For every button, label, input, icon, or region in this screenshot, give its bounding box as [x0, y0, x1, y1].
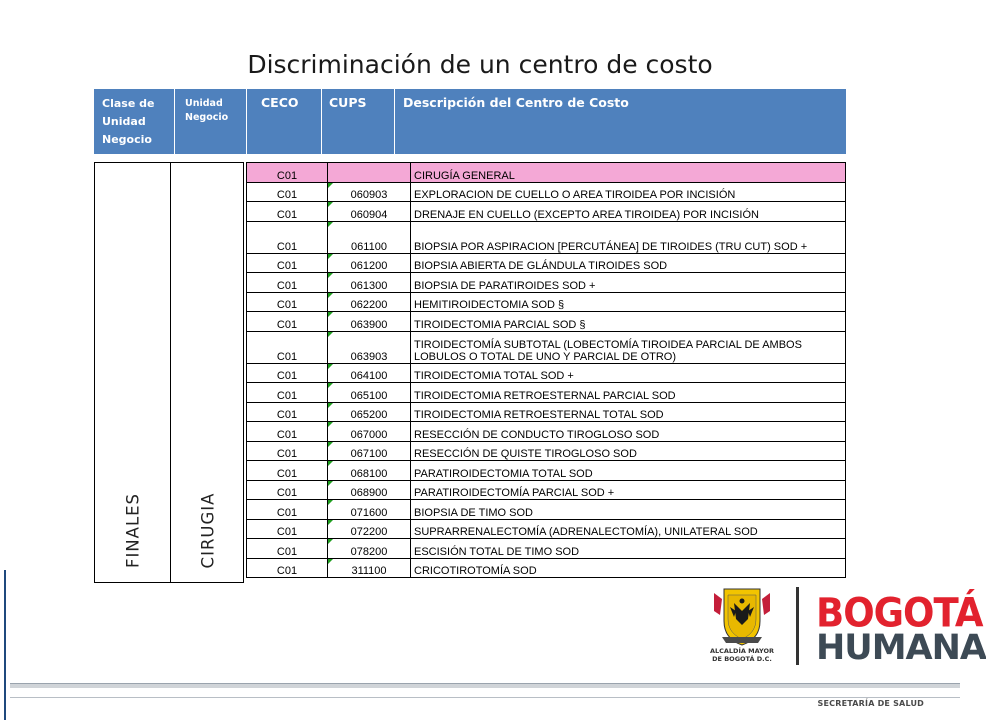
description-cell: EXPLORACION DE CUELLO O AREA TIROIDEA POR INCISIÓN: [411, 182, 846, 202]
cups-code: 063900: [350, 318, 388, 331]
table-row: [247, 500, 846, 520]
table-row: [247, 539, 846, 559]
table-row: [247, 182, 846, 202]
header-descripcion: Descripción del Centro de Costo: [403, 95, 629, 110]
table-row: [247, 519, 846, 539]
cell-comment-indicator-icon: [328, 312, 333, 317]
cups-code: 064100: [350, 370, 388, 382]
humana-wordmark: HUMANA: [816, 628, 986, 668]
header-unidad: Unidad Negocio: [175, 89, 247, 154]
description-cell: BIOPSIA DE TIMO SOD: [411, 500, 846, 520]
cups-cell: [328, 558, 411, 578]
description-cell: TIROIDECTOMIA TOTAL SOD +: [411, 363, 846, 383]
description-cell: SUPRARRENALECTOMÍA (ADRENALECTOMÍA), UNILATERAL SOD: [411, 519, 846, 539]
description-cell: PARATIROIDECTOMÍA PARCIAL SOD +: [411, 480, 846, 500]
description-cell: TIROIDECTOMIA PARCIAL SOD §: [411, 312, 846, 332]
ceco-cell: C01: [247, 292, 328, 312]
table-row: [247, 461, 846, 481]
ceco-cell: C01: [247, 331, 328, 363]
cups-cell: [328, 519, 411, 539]
table-row: [247, 402, 846, 422]
cups-cell: [328, 273, 411, 293]
cups-cell: [328, 422, 411, 442]
header-clase: Clase de Unidad Negocio: [94, 89, 175, 154]
cell-comment-indicator-icon: [328, 202, 333, 207]
footer-line: [10, 697, 960, 698]
description-cell: BIOPSIA DE PARATIROIDES SOD +: [411, 273, 846, 293]
alcaldia-caption-1: ALCALDÍA MAYOR: [709, 647, 775, 655]
cups-cell: [328, 253, 411, 273]
description-cell: RESECCIÓN DE CONDUCTO TIROGLOSO SOD: [411, 422, 846, 442]
cell-comment-indicator-icon: [328, 183, 333, 188]
ceco-cell: C01: [247, 500, 328, 520]
cups-code: 061100: [351, 240, 387, 253]
footer-label: SECRETARÍA DE SALUD: [817, 699, 924, 708]
ceco-cell: C01: [247, 312, 328, 332]
cups-cell: [328, 402, 411, 422]
logo-divider: [796, 587, 799, 665]
ceco-cell: C01: [247, 441, 328, 461]
cups-code: 078200: [350, 545, 388, 558]
cups-code: 311100: [351, 565, 387, 577]
cups-cell: [328, 292, 411, 312]
table-row: [247, 253, 846, 273]
cups-cell: [328, 500, 411, 520]
description-cell: TIROIDECTOMIA RETROESTERNAL PARCIAL SOD: [411, 383, 846, 403]
ceco-cell: C01: [247, 221, 328, 253]
ceco-cell: C01: [247, 480, 328, 500]
table-row: [247, 383, 846, 403]
table-header: [94, 89, 846, 154]
cell-comment-indicator-icon: [328, 364, 333, 369]
alcaldia-caption-2: DE BOGOTÁ D.C.: [712, 655, 772, 663]
ceco-cell: C01: [247, 402, 328, 422]
cups-code: 063903: [350, 350, 388, 363]
table-row: [247, 331, 846, 363]
left-rule: [4, 570, 6, 720]
cell-comment-indicator-icon: [328, 273, 333, 278]
ceco-cell: C01: [247, 163, 328, 183]
cups-cell: [328, 539, 411, 559]
table-row: [247, 558, 846, 578]
cups-cell: [328, 441, 411, 461]
cell-comment-indicator-icon: [328, 500, 333, 505]
description-cell: HEMITIROIDECTOMIA SOD §: [411, 292, 846, 312]
description-cell: BIOPSIA ABIERTA DE GLÁNDULA TIROIDES SOD: [411, 253, 846, 273]
table-row: [247, 163, 846, 183]
table-row: [247, 480, 846, 500]
cups-cell: [328, 331, 411, 363]
cups-cell: [328, 221, 411, 253]
description-cell: TIROIDECTOMÍA SUBTOTAL (LOBECTOMÍA TIROIDEA PARCIAL DE AMBOS LOBULOS O TOTAL DE UNO Y PARCIAL DE OTRO): [411, 331, 846, 363]
alcaldia-logo: [700, 585, 784, 669]
cell-comment-indicator-icon: [328, 332, 333, 337]
ceco-cell: C01: [247, 383, 328, 403]
label-finales: FINALES: [123, 492, 143, 569]
header-ceco: CECO: [247, 89, 322, 154]
ceco-cell: C01: [247, 461, 328, 481]
description-cell: PARATIROIDECTOMIA TOTAL SOD: [411, 461, 846, 481]
cups-code: 061200: [350, 260, 388, 272]
coat-of-arms-icon: [700, 585, 784, 647]
cups-cell: [328, 383, 411, 403]
header-cups: CUPS: [322, 89, 395, 154]
table-row: [247, 422, 846, 442]
cell-comment-indicator-icon: [328, 403, 333, 408]
cups-code: 065100: [350, 389, 388, 402]
description-cell: TIROIDECTOMIA RETROESTERNAL TOTAL SOD: [411, 402, 846, 422]
cell-comment-indicator-icon: [328, 422, 333, 427]
footer-bar: [10, 683, 960, 688]
description-cell: CIRUGÍA GENERAL: [411, 163, 846, 183]
cups-code: 061300: [350, 279, 388, 292]
bogota-wordmark: BOGOTÁ: [816, 590, 983, 637]
ceco-cell: C01: [247, 422, 328, 442]
table-row: [247, 363, 846, 383]
cell-comment-indicator-icon: [328, 383, 333, 388]
description-cell: ESCISIÓN TOTAL DE TIMO SOD: [411, 539, 846, 559]
cell-comment-indicator-icon: [328, 442, 333, 447]
cell-comment-indicator-icon: [328, 461, 333, 466]
table-row: [247, 202, 846, 222]
cups-cell: [328, 163, 411, 183]
cups-code: 067000: [350, 428, 388, 441]
ceco-cell: C01: [247, 539, 328, 559]
ceco-cell: C01: [247, 202, 328, 222]
cups-code: 065200: [350, 409, 388, 421]
cups-cell: [328, 182, 411, 202]
ceco-cell: C01: [247, 363, 328, 383]
table-row: [247, 292, 846, 312]
cups-code: 060904: [350, 208, 388, 221]
ceco-cell: C01: [247, 182, 328, 202]
cups-code: 060903: [350, 189, 388, 201]
cups-code: 068100: [350, 467, 388, 480]
cups-code: 072200: [350, 526, 388, 538]
table-row: [247, 273, 846, 293]
bogota-humana-logo: [816, 590, 986, 670]
cell-comment-indicator-icon: [328, 481, 333, 486]
cups-cell: [328, 480, 411, 500]
cost-center-table: [246, 162, 846, 578]
description-cell: CRICOTIROTOMÍA SOD: [411, 558, 846, 578]
cups-cell: [328, 363, 411, 383]
description-cell: BIOPSIA POR ASPIRACION [PERCUTÁNEA] DE TIROIDES (TRU CUT) SOD +: [411, 221, 846, 253]
cell-comment-indicator-icon: [328, 539, 333, 544]
ceco-cell: C01: [247, 253, 328, 273]
cups-code: 068900: [350, 487, 388, 499]
ceco-cell: C01: [247, 558, 328, 578]
cell-comment-indicator-icon: [328, 222, 333, 227]
cups-cell: [328, 461, 411, 481]
ceco-cell: C01: [247, 273, 328, 293]
table-row: [247, 221, 846, 253]
label-cirugia: CIRUGIA: [198, 492, 218, 569]
cups-code: 062200: [350, 299, 388, 311]
cups-cell: [328, 202, 411, 222]
cell-comment-indicator-icon: [328, 559, 333, 564]
description-cell: RESECCIÓN DE QUISTE TIROGLOSO SOD: [411, 441, 846, 461]
table-row: [247, 441, 846, 461]
ceco-cell: C01: [247, 519, 328, 539]
cups-code: 067100: [350, 448, 388, 460]
cups-cell: [328, 312, 411, 332]
group-labels: [94, 162, 244, 583]
cell-comment-indicator-icon: [328, 520, 333, 525]
table-row: [247, 312, 846, 332]
cell-comment-indicator-icon: [328, 293, 333, 298]
cups-code: 071600: [350, 506, 388, 519]
cell-comment-indicator-icon: [328, 254, 333, 259]
description-cell: DRENAJE EN CUELLO (EXCEPTO AREA TIROIDEA) POR INCISIÓN: [411, 202, 846, 222]
page-title: Discriminación de un centro de costo: [247, 50, 713, 79]
